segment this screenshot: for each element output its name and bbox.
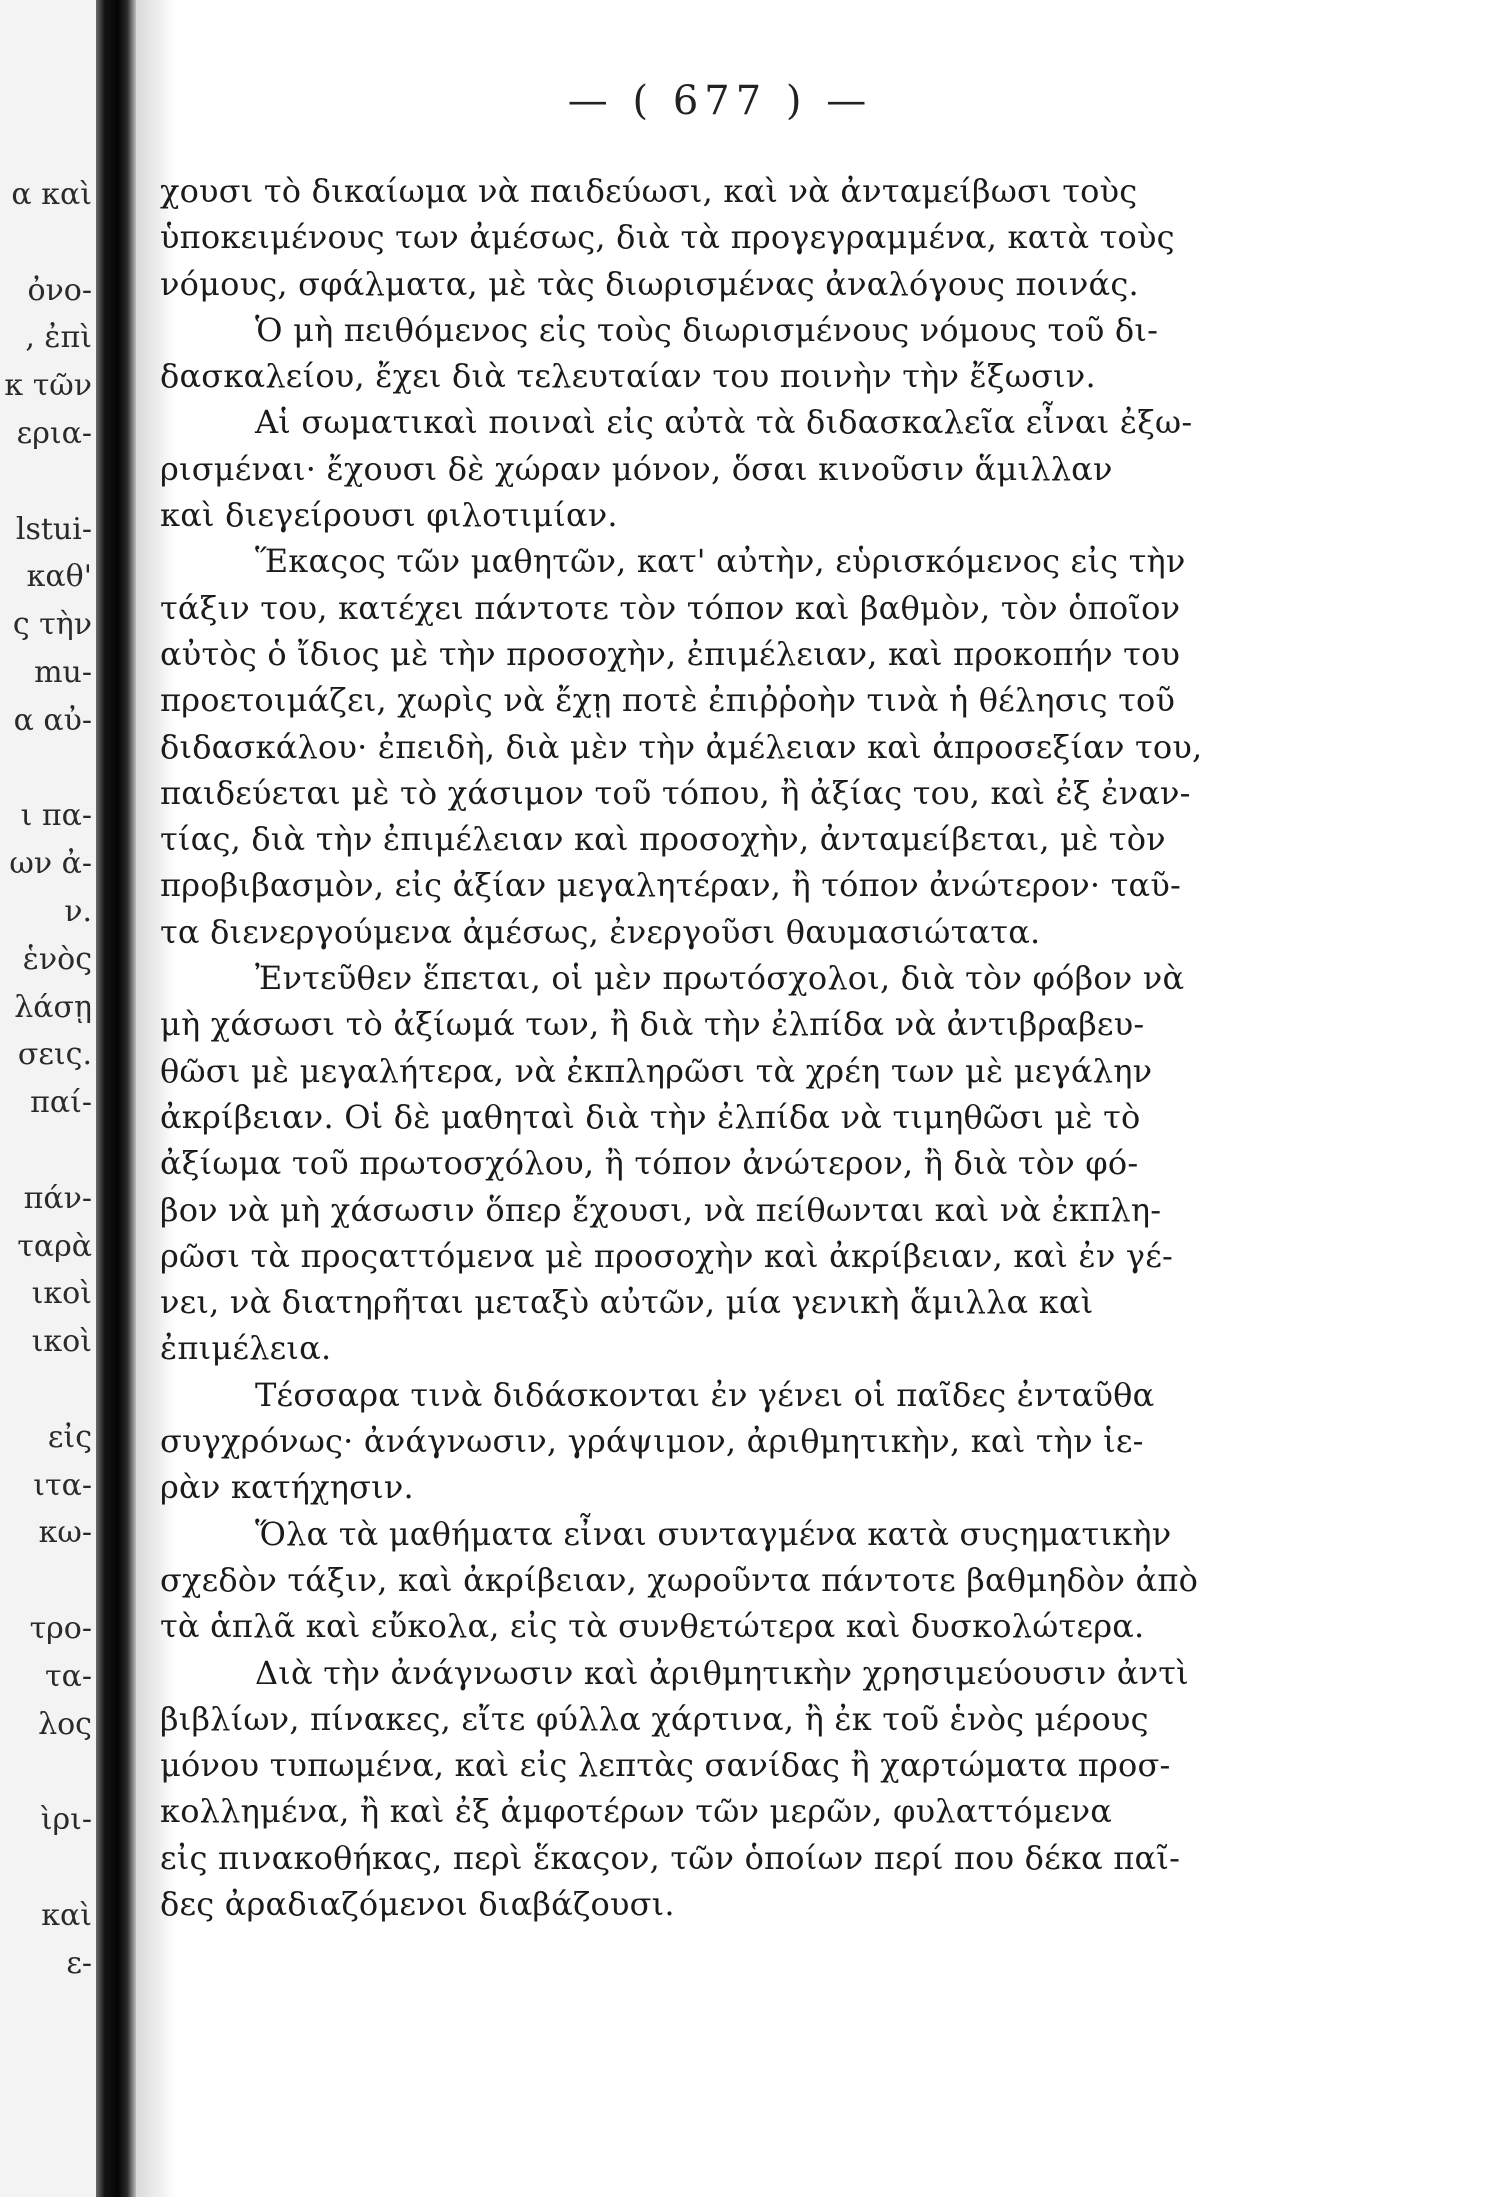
text-line: τίας, διὰ τὴν ἐπιμέλειαν καὶ προσοχὴν, ἀνταμείβεται, μὲ τὸν — [160, 820, 1166, 859]
text-line: παιδεύεται μὲ τὸ χάσιμον τοῦ τόπου, ἢ ἀξίας του, καὶ ἐξ ἐναν- — [160, 773, 1191, 812]
left-page-edge — [0, 0, 100, 2197]
text-line: δες ἀραδιαζόμενοι διαβάζουσι. — [160, 1884, 675, 1923]
left-page-fragment: πάν- — [23, 1180, 92, 1216]
text-line: συγχρόνως· ἀνάγνωσιν, γράψιμον, ἀριθμητικὴν, καὶ τὴν ἱε- — [160, 1422, 1144, 1461]
left-page-fragment: α καὶ — [11, 177, 92, 212]
text-line: διδασκάλου· ἐπειδὴ, διὰ μὲν τὴν ἀμέλειαν καὶ ἀπροσεξίαν του, — [160, 727, 1203, 766]
page-body — [160, 168, 1310, 1927]
text-line: ἀκρίβειαν. Οἱ δὲ μαθηταὶ διὰ τὴν ἐλπίδα νὰ τιμηθῶσι μὲ τὸ — [160, 1097, 1141, 1136]
left-page-fragment: ν. — [64, 894, 92, 929]
text-line: αὐτὸς ὁ ἴδιος μὲ τὴν προσοχὴν, ἐπιμέλειαν, καὶ προκοπήν του — [160, 634, 1181, 673]
text-line: προβιβασμὸν, εἰς ἀξίαν μεγαλητέραν, ἢ τόπον ἀνώτερον· ταῦ- — [160, 866, 1181, 905]
left-page-fragment: mu- — [34, 655, 92, 690]
left-page-fragment: ιτα- — [33, 1467, 92, 1503]
left-page-fragment: καὶ — [41, 1897, 92, 1933]
text-line: ρισμέναι· ἔχουσι δὲ χώραν μόνον, ὅσαι κινοῦσιν ἅμιλλαν — [160, 449, 1113, 488]
text-line: τα διενεργούμενα ἀμέσως, ἐνεργοῦσι θαυμασιώτατα. — [160, 912, 1041, 951]
text-line: ρῶσι τὰ προςαττόμενα μὲ προσοχὴν καὶ ἀκρίβειαν, καὶ ἐν γέ- — [160, 1236, 1173, 1275]
left-page-fragment: ερια- — [16, 416, 92, 451]
left-page-fragment: τα- — [45, 1658, 92, 1694]
left-page-fragment: lstui- — [15, 511, 92, 547]
left-page-fragment: ταρὰ — [17, 1228, 92, 1264]
text-line: Ὅλα τὰ μαθήματα εἶναι συνταγμένα κατὰ συςηματικὴν — [255, 1514, 1172, 1553]
text-line: προετοιμάζει, χωρὶς νὰ ἔχῃ ποτὲ ἐπιῤῥοὴν τινὰ ἡ θέλησις τοῦ — [160, 681, 1176, 720]
text-line: βον νὰ μὴ χάσωσιν ὅπερ ἔχουσι, νὰ πείθωνται καὶ νὰ ἐκπλη- — [160, 1190, 1162, 1229]
left-page-fragment: ὶρι- — [40, 1802, 92, 1838]
text-line: Τέσσαρα τινὰ διδάσκονται ἐν γένει οἱ παῖδες ἐνταῦθα — [255, 1375, 1155, 1414]
left-page-fragment: κ τῶν — [4, 368, 92, 404]
left-page-fragment: ε- — [66, 1945, 92, 1981]
left-page-fragment: ικοὶ — [31, 1276, 92, 1312]
text-line: Ἐντεῦθεν ἕπεται, οἱ μὲν πρωτόσχολοι, διὰ τὸν φόβον νὰ — [255, 959, 1185, 998]
text-line: καὶ διεγείρουσι φιλοτιμίαν. — [160, 496, 618, 535]
text-line: Ἕκαςος τῶν μαθητῶν, κατ' αὐτὴν, εὑρισκόμενος εἰς τὴν — [255, 542, 1186, 581]
left-page-fragment: , ἐπὶ — [25, 320, 92, 356]
text-line: βιβλίων, πίνακες, εἴτε φύλλα χάρτινα, ἢ ἐκ τοῦ ἑνὸς μέρους — [160, 1699, 1149, 1738]
left-page-fragment: καθ' — [26, 559, 92, 595]
text-line: ἀξίωμα τοῦ πρωτοσχόλου, ἢ τόπον ἀνώτερον, ἢ διὰ τὸν φό- — [160, 1144, 1139, 1183]
text-line: μὴ χάσωσι τὸ ἀξίωμά των, ἢ διὰ τὴν ἐλπίδα νὰ ἀντιβραβευ- — [160, 1005, 1145, 1044]
left-page-fragment: λάσῃ — [14, 989, 92, 1025]
left-page-fragment: ι πα- — [20, 798, 92, 834]
left-page-fragment: ων ἀ- — [9, 846, 92, 882]
left-page-fragment: α αὐ- — [13, 702, 92, 738]
text-line: ἐπιμέλεια. — [160, 1329, 332, 1368]
text-line: μόνου τυπωμένα, καὶ εἰς λεπτὰς σανίδας ἢ χαρτώματα προσ- — [160, 1746, 1171, 1785]
text-line: τάξιν του, κατέχει πάντοτε τὸν τόπον καὶ βαθμὸν, τὸν ὁποῖον — [160, 588, 1181, 627]
text-line: τὰ ἁπλᾶ καὶ εὔκολα, εἰς τὰ συνθετώτερα καὶ δυσκολώτερα. — [160, 1607, 1145, 1646]
left-page-fragment: ἑνὸς — [22, 941, 92, 977]
text-line: χουσι τὸ δικαίωμα νὰ παιδεύωσι, καὶ νὰ ἀνταμείβωσι τοὺς — [160, 172, 1138, 210]
binding-gutter — [96, 0, 136, 2197]
page — [160, 60, 1310, 2160]
left-page-fragment: λος — [38, 1706, 92, 1742]
text-line: σχεδὸν τάξιν, καὶ ἀκρίβειαν, χωροῦντα πάντοτε βαθμηδὸν ἀπὸ — [160, 1560, 1199, 1599]
text-line: Διὰ τὴν ἀνάγνωσιν καὶ ἀριθμητικὴν χρησιμεύουσιν ἀντὶ — [255, 1653, 1189, 1692]
text-line: δασκαλείου, ἔχει διὰ τελευταίαν του ποινὴν τὴν ἔξωσιν. — [160, 357, 1096, 396]
text-line: νει, νὰ διατηρῆται μεταξὺ αὐτῶν, μία γενικὴ ἅμιλλα καὶ — [160, 1283, 1094, 1322]
left-page-fragment: ὀνο- — [27, 272, 92, 308]
text-line: ὑποκειμένους των ἀμέσως, διὰ τὰ προγεγραμμένα, κατὰ τοὺς — [160, 218, 1175, 257]
left-page-fragment: ικοὶ — [31, 1324, 92, 1360]
text-line: Αἱ σωματικαὶ ποιναὶ εἰς αὐτὰ τὰ διδασκαλεῖα εἶναι ἐξω- — [255, 403, 1193, 442]
left-page-fragment: τρο- — [29, 1611, 92, 1646]
left-page-fragment: κω- — [38, 1515, 92, 1551]
text-line: εἰς πινακοθήκας, περὶ ἕκαςον, τῶν ὁποίων περί που δέκα παῖ- — [160, 1838, 1181, 1877]
left-page-fragment: εἰς — [47, 1419, 92, 1455]
text-line: Ὁ μὴ πειθόμενος εἰς τοὺς διωρισμένους νόμους τοῦ δι- — [255, 310, 1159, 349]
text-line: θῶσι μὲ μεγαλήτερα, νὰ ἐκπληρῶσι τὰ χρέη των μὲ μεγάλην — [160, 1051, 1153, 1090]
left-page-fragment: παί- — [30, 1085, 92, 1121]
left-page-fragment: σεις. — [17, 1037, 92, 1073]
left-page-fragment: ς τὴν — [12, 607, 92, 643]
text-line: νόμους, σφάλματα, μὲ τὰς διωρισμένας ἀναλόγους ποινάς. — [160, 264, 1139, 303]
text-line: κολλημένα, ἢ καὶ ἐξ ἀμφοτέρων τῶν μερῶν, φυλαττόμενα — [160, 1792, 1113, 1831]
page-number: — ( 677 ) — — [567, 78, 873, 124]
text-line: ρὰν κατήχησιν. — [160, 1468, 414, 1507]
